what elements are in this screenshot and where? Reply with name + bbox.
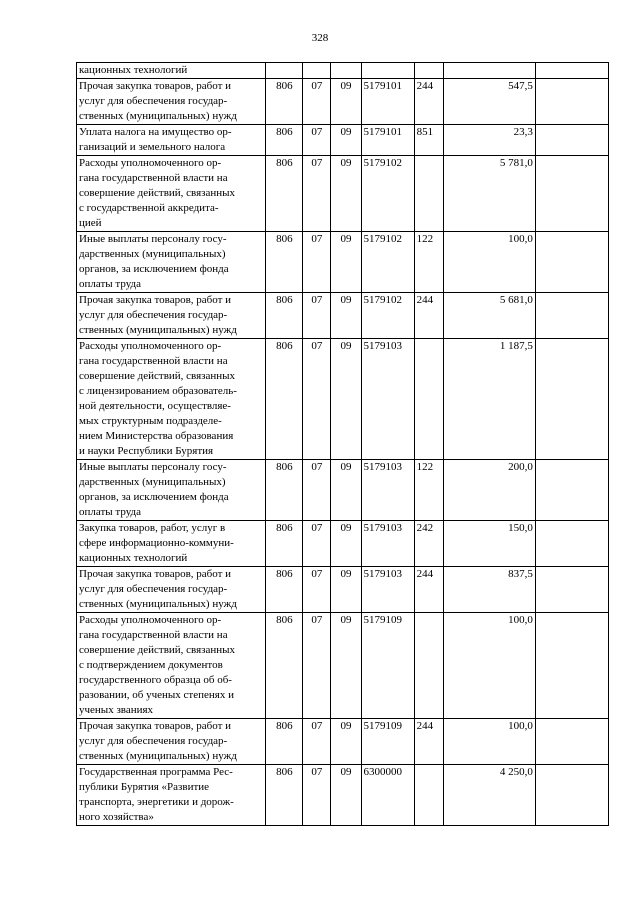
ministry-code-cell: [266, 63, 303, 79]
table-row: [77, 79, 609, 125]
amount-cell: 100,0: [443, 613, 535, 719]
section-code-cell: 07: [303, 79, 331, 125]
section-code-cell: 07: [303, 339, 331, 460]
expense-type-cell: [414, 63, 443, 79]
empty-cell: [535, 79, 608, 125]
subsection-code-cell: 09: [331, 719, 361, 765]
ministry-code-cell: 806: [266, 765, 303, 826]
expense-type-cell: [414, 613, 443, 719]
empty-cell: [535, 613, 608, 719]
target-article-cell: 5179101: [361, 125, 414, 156]
subsection-code-cell: 09: [331, 567, 361, 613]
amount-cell: 5 681,0: [443, 293, 535, 339]
ministry-code-cell: 806: [266, 719, 303, 765]
target-article-cell: 5179103: [361, 521, 414, 567]
expense-name-cell: Расходы уполномоченного ор- гана государственной власти на совершение действий, связанных с лицензированием образователь- ной деятельности, осуществляе- мых структурным подразделе- нием Министерства образования и науки Республики Бурятия: [77, 339, 266, 460]
expense-type-cell: 244: [414, 293, 443, 339]
subsection-code-cell: [331, 63, 361, 79]
ministry-code-cell: 806: [266, 156, 303, 232]
ministry-code-cell: 806: [266, 79, 303, 125]
amount-cell: 1 187,5: [443, 339, 535, 460]
table-row: [77, 156, 609, 232]
amount-cell: 150,0: [443, 521, 535, 567]
table-row: [77, 232, 609, 293]
expense-type-cell: [414, 765, 443, 826]
table-row: [77, 521, 609, 567]
target-article-cell: 6300000: [361, 765, 414, 826]
section-code-cell: 07: [303, 125, 331, 156]
target-article-cell: 5179102: [361, 156, 414, 232]
empty-cell: [535, 719, 608, 765]
target-article-cell: 5179103: [361, 567, 414, 613]
amount-cell: 5 781,0: [443, 156, 535, 232]
table-row: [77, 613, 609, 719]
ministry-code-cell: 806: [266, 339, 303, 460]
expense-name-cell: Иные выплаты персоналу госу- дарственных (муниципальных) органов, за исключением фонда оплаты труда: [77, 232, 266, 293]
empty-cell: [535, 765, 608, 826]
target-article-cell: 5179103: [361, 339, 414, 460]
expense-name-cell: Государственная программа Рес- публики Бурятия «Развитие транспорта, энергетики и дорож- ного хозяйства»: [77, 765, 266, 826]
subsection-code-cell: 09: [331, 339, 361, 460]
empty-cell: [535, 339, 608, 460]
page-number: 328: [311, 32, 329, 44]
expense-name-cell: кационных технологий: [77, 63, 266, 79]
amount-cell: 547,5: [443, 79, 535, 125]
budget-table-body: [77, 63, 609, 826]
expense-type-cell: 244: [414, 79, 443, 125]
amount-cell: 4 250,0: [443, 765, 535, 826]
section-code-cell: 07: [303, 567, 331, 613]
table-row: [77, 293, 609, 339]
ministry-code-cell: 806: [266, 293, 303, 339]
empty-cell: [535, 567, 608, 613]
target-article-cell: 5179109: [361, 719, 414, 765]
empty-cell: [535, 232, 608, 293]
section-code-cell: 07: [303, 521, 331, 567]
subsection-code-cell: 09: [331, 293, 361, 339]
ministry-code-cell: 806: [266, 521, 303, 567]
expense-name-cell: Закупка товаров, работ, услуг в сфере информационно-коммуни- кационных технологий: [77, 521, 266, 567]
expense-type-cell: 244: [414, 567, 443, 613]
ministry-code-cell: 806: [266, 460, 303, 521]
expense-name-cell: Расходы уполномоченного ор- гана государственной власти на совершение действий, связанных с государственной аккредита- цией: [77, 156, 266, 232]
subsection-code-cell: 09: [331, 765, 361, 826]
ministry-code-cell: 806: [266, 232, 303, 293]
section-code-cell: [303, 63, 331, 79]
section-code-cell: 07: [303, 232, 331, 293]
section-code-cell: 07: [303, 719, 331, 765]
section-code-cell: 07: [303, 156, 331, 232]
empty-cell: [535, 293, 608, 339]
empty-cell: [535, 460, 608, 521]
expense-name-cell: Прочая закупка товаров, работ и услуг для обеспечения государ- ственных (муниципальных) нужд: [77, 719, 266, 765]
amount-cell: 200,0: [443, 460, 535, 521]
table-row: [77, 765, 609, 826]
expense-name-cell: Уплата налога на имущество ор- ганизаций и земельного налога: [77, 125, 266, 156]
target-article-cell: 5179109: [361, 613, 414, 719]
table-row: [77, 719, 609, 765]
empty-cell: [535, 156, 608, 232]
subsection-code-cell: 09: [331, 521, 361, 567]
subsection-code-cell: 09: [331, 613, 361, 719]
amount-cell: 837,5: [443, 567, 535, 613]
expense-type-cell: [414, 339, 443, 460]
amount-cell: 23,3: [443, 125, 535, 156]
expense-type-cell: 122: [414, 232, 443, 293]
ministry-code-cell: 806: [266, 613, 303, 719]
subsection-code-cell: 09: [331, 232, 361, 293]
expense-name-cell: Прочая закупка товаров, работ и услуг для обеспечения государ- ственных (муниципальных) нужд: [77, 567, 266, 613]
expense-type-cell: 244: [414, 719, 443, 765]
table-row: [77, 125, 609, 156]
amount-cell: 100,0: [443, 719, 535, 765]
expense-name-cell: Прочая закупка товаров, работ и услуг для обеспечения государ- ственных (муниципальных) нужд: [77, 79, 266, 125]
target-article-cell: 5179102: [361, 293, 414, 339]
expense-type-cell: 242: [414, 521, 443, 567]
subsection-code-cell: 09: [331, 125, 361, 156]
expense-name-cell: Прочая закупка товаров, работ и услуг для обеспечения государ- ственных (муниципальных) нужд: [77, 293, 266, 339]
subsection-code-cell: 09: [331, 460, 361, 521]
expense-type-cell: 851: [414, 125, 443, 156]
empty-cell: [535, 63, 608, 79]
table-row: [77, 460, 609, 521]
subsection-code-cell: 09: [331, 79, 361, 125]
empty-cell: [535, 125, 608, 156]
section-code-cell: 07: [303, 293, 331, 339]
table-row: [77, 567, 609, 613]
section-code-cell: 07: [303, 613, 331, 719]
section-code-cell: 07: [303, 765, 331, 826]
amount-cell: 100,0: [443, 232, 535, 293]
target-article-cell: 5179103: [361, 460, 414, 521]
table-row: [77, 339, 609, 460]
target-article-cell: 5179102: [361, 232, 414, 293]
empty-cell: [535, 521, 608, 567]
amount-cell: [443, 63, 535, 79]
target-article-cell: [361, 63, 414, 79]
ministry-code-cell: 806: [266, 567, 303, 613]
expense-name-cell: Расходы уполномоченного ор- гана государственной власти на совершение действий, связанных с подтверждением документов государственного образца об об- разовании, об ученых степенях и ученых званиях: [77, 613, 266, 719]
section-code-cell: 07: [303, 460, 331, 521]
target-article-cell: 5179101: [361, 79, 414, 125]
budget-table: [76, 62, 609, 826]
expense-type-cell: 122: [414, 460, 443, 521]
table-row: [77, 63, 609, 79]
subsection-code-cell: 09: [331, 156, 361, 232]
ministry-code-cell: 806: [266, 125, 303, 156]
expense-name-cell: Иные выплаты персоналу госу- дарственных (муниципальных) органов, за исключением фонда оплаты труда: [77, 460, 266, 521]
expense-type-cell: [414, 156, 443, 232]
